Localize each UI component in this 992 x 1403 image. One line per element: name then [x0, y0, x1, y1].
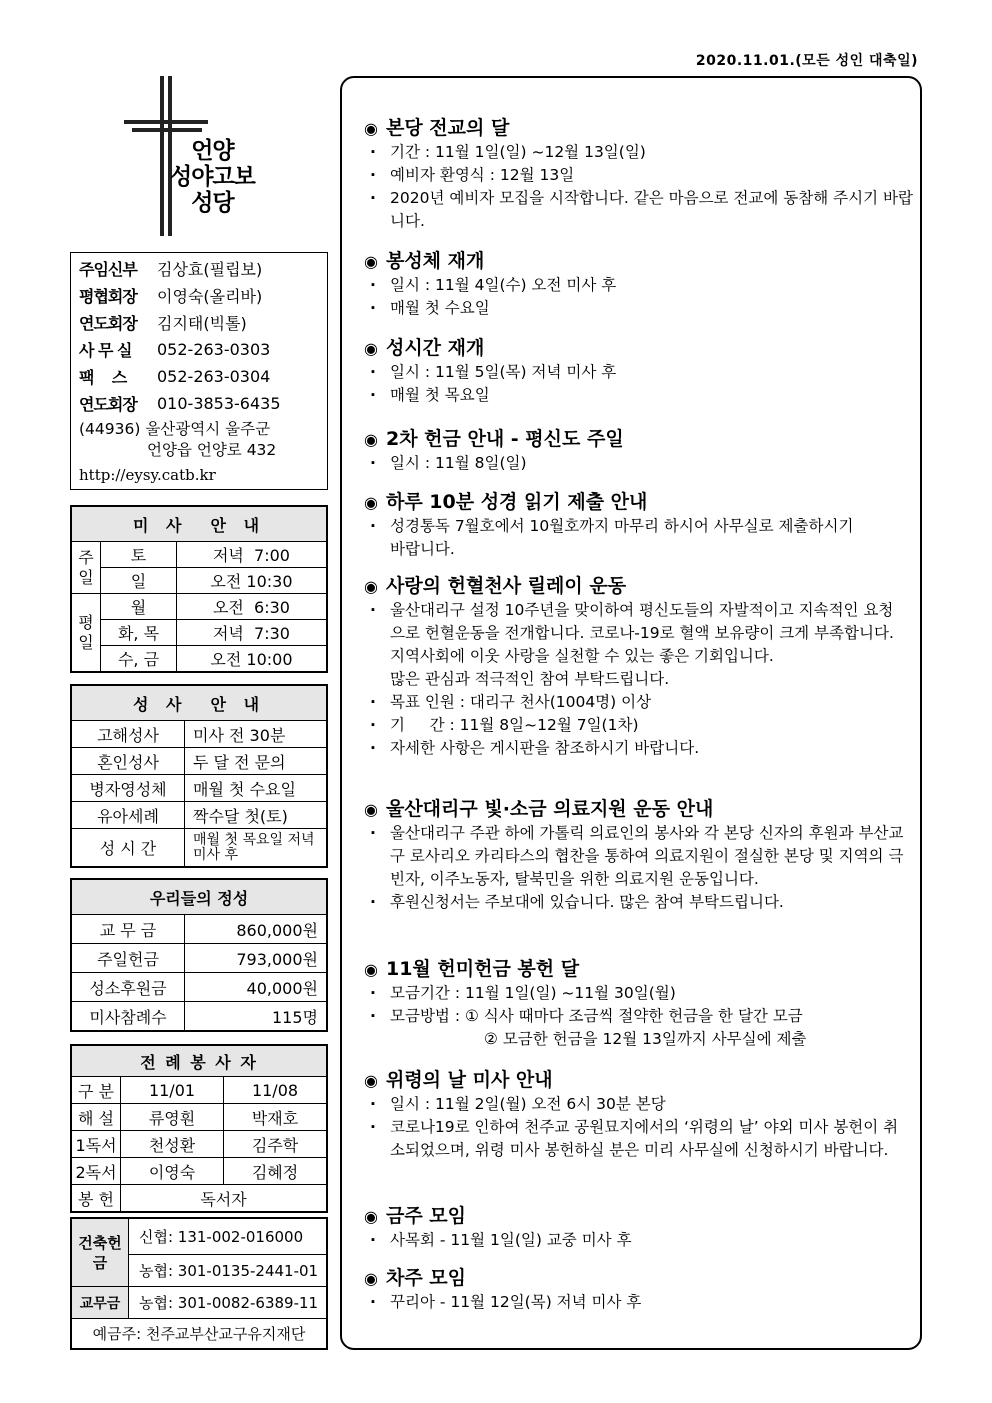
announcement-11: ◉ 차주 모임 · 꾸리아 - 11월 12일(목) 저녁 미사 후 — [364, 1266, 924, 1314]
bank-accounts: 건축헌금 신협: 131-002-016000 농협: 301-0135-2441-01 교무금 농협: 301-0082-6389-11 예금주: 천주교부산교구유지재단 — [70, 1217, 328, 1350]
offering-summary: 우리들의 정성 교 무 금 860,000원 주일헌금 793,000원 성소후원금 40,000원 미사참례수 115명 — [70, 878, 328, 1032]
announcement-4: ◉ 2차 헌금 안내 - 평신도 주일 · 일시 : 11월 8일(일) — [364, 427, 924, 475]
bulletin-date: 2020.11.01.(모든 성인 대축일) — [695, 53, 918, 69]
announcement-6: ◉ 사랑의 헌혈천사 릴레이 운동 · 울산대리구 설정 10주년을 맞이하여 평신도들의 자발적이고 지속적인 요청으로 헌혈운동을 전개합니다. 코로나-19로 혈액 보유량이 크게 부족합니다. 지역사회에 이웃 사랑을 실천할 수 있는 좋은 기회입니다. 많은 관심과 적극적인 참여 부탁드립니다. · 목표 인원 : 대리구 천사(1004명) 이상 · 기 간 : 11월 8일~12월 7일(1차) · 자세한 사항은 게시판을 참조하시기 바랍니다. — [364, 574, 924, 760]
mass-schedule: 미 사 안 내 주일 토 저녁 7:00 일 오전 10:30 평일 월 오전 6:30 화, 목 저녁 7:30 수, 금 오전 10:00 — [70, 505, 328, 673]
announcement-3: ◉ 성시간 재개 · 일시 : 11월 5일(목) 저녁 미사 후 · 매월 첫 목요일 — [364, 336, 924, 407]
announcement-1: ◉ 본당 전교의 달 · 기간 : 11월 1일(일) ~12월 13일(일) · 예비자 환영식 : 12월 13일 · 2020년 예비자 모집을 시작합니다. 같은 마음으로 전교에 동참해 주시기 바랍니다. — [364, 116, 924, 233]
announcement-10: ◉ 금주 모임 · 사목회 - 11월 1일(일) 교중 미사 후 — [364, 1204, 924, 1252]
sacrament-schedule: 성 사 안 내 고해성사 미사 전 30분 혼인성사 두 달 전 문의 병자영성체 매월 첫 수요일 유아세례 짝수달 첫(토) 성 시 간 매월 첫 목요일 저녁미사 후 — [70, 684, 328, 868]
announcement-5: ◉ 하루 10분 성경 읽기 제출 안내 · 성경통독 7월호에서 10월호까지 마무리 하시어 사무실로 제출하시기 바랍니다. — [364, 490, 924, 561]
address: (44936) 울산광역시 울주군 언양읍 언양로 432 — [79, 420, 277, 459]
announcement-8: ◉ 11월 헌미헌금 봉헌 달 · 모금기간 : 11월 1일(일) ~11월 30일(월) · 모금방법 : ① 식사 때마다 조금씩 절약한 헌금을 한 달간 모금 ② 모금한 헌금을 12월 13일까지 사무실에 제출 — [364, 957, 924, 1051]
parish-info: 주임신부 김상효(필립보) 평협회장 이영숙(올리바) 연도회장 김지태(빅톨) 사 무 실 052-263-0303 팩 스 052-263-0304 연도회장 010-3853-6435 (44936) 울산광역시 울주군 언양읍 언양로 432 http://eysy.catb.kr — [70, 252, 328, 490]
liturgy-servers: 전 례 봉 사 자 구 분 11/01 11/08 해 설 류영훤 박재호 1독서 천성환 김주학 2독서 이영숙 김혜정 봉 헌 독서자 — [70, 1044, 328, 1213]
parish-logo — [122, 76, 282, 236]
announcement-7: ◉ 울산대리구 빛·소금 의료지원 운동 안내 · 울산대리구 주관 하에 가톨릭 의료인의 봉사와 각 본당 신자의 후원과 부산교구 로사리오 카리타스의 협찬을 통하여 의료지원이 절실한 본당 및 지역의 극빈자, 이주노동자, 탈북민을 위한 의료지원 운동입니다. · 후원신청서는 주보대에 있습니다. 많은 참여 부탁드립니다. — [364, 797, 924, 914]
announcement-2: ◉ 봉성체 재개 · 일시 : 11월 4일(수) 오전 미사 후 · 매월 첫 수요일 — [364, 249, 924, 320]
announcement-9: ◉ 위령의 날 미사 안내 · 일시 : 11월 2일(월) 오전 6시 30분 본당 · 코로나19로 인하여 천주교 공원묘지에서의 ‘위령의 날’ 야외 미사 봉헌이 취소되었으며, 위령 미사 봉헌하실 분은 미리 사무실에 신청하시기 바랍니다. — [364, 1068, 924, 1162]
website-link[interactable]: http://eysy.catb.kr — [79, 466, 216, 484]
parish-name: 언양 성야고보 성당 — [170, 138, 255, 216]
cross-icon — [160, 76, 164, 236]
